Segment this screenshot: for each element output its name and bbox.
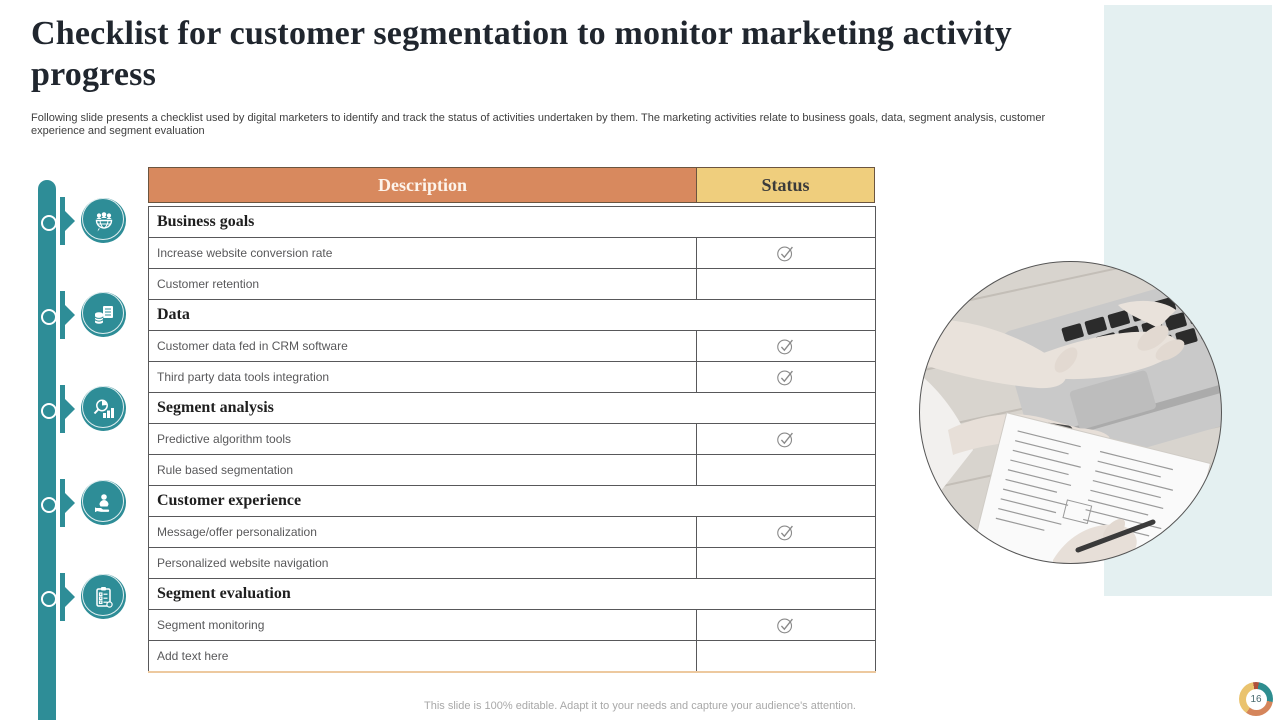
timeline-node-ring	[41, 497, 57, 513]
status-cell	[697, 238, 876, 269]
section-row	[149, 300, 876, 331]
section-title: Business goals	[149, 207, 876, 238]
pointer-arrow-icon	[60, 477, 76, 529]
section-row	[149, 579, 876, 610]
status-cell	[697, 548, 876, 579]
status-cell	[697, 455, 876, 486]
page-title: Checklist for customer segmentation to monitor marketing activity progress	[31, 15, 1012, 93]
status-cell	[697, 641, 876, 672]
status-cell	[697, 269, 876, 300]
timeline-node-ring	[41, 215, 57, 231]
item-row	[149, 641, 876, 672]
check-icon	[775, 242, 797, 264]
check-icon	[775, 366, 797, 388]
team-goal-icon	[81, 198, 126, 243]
section-title: Data	[149, 300, 876, 331]
slide-subtitle: Following slide presents a checklist used by digital marketers to identify and track the status of activities undertaken by them. The marketing activities relate to business goals, data, segment analysis, customer experience and segment evaluation	[31, 112, 1046, 138]
item-row	[149, 269, 876, 300]
item-row	[149, 362, 876, 393]
evaluation-icon	[81, 574, 126, 619]
page-number: 16	[1246, 689, 1267, 710]
status-cell	[697, 517, 876, 548]
item-row	[149, 548, 876, 579]
item-label: Customer retention	[149, 269, 697, 300]
item-row	[149, 610, 876, 641]
pointer-arrow-icon	[60, 289, 76, 341]
check-icon	[775, 614, 797, 636]
section-title: Segment analysis	[149, 393, 876, 424]
item-row	[149, 238, 876, 269]
item-label: Message/offer personalization	[149, 517, 697, 548]
item-row	[149, 517, 876, 548]
page-number-badge	[1239, 682, 1273, 716]
section-title: Customer experience	[149, 486, 876, 517]
column-header-status: Status	[696, 167, 875, 203]
footer-note: This slide is 100% editable. Adapt it to your needs and capture your audience's attention.	[424, 700, 856, 712]
timeline-node-ring	[41, 403, 57, 419]
item-row	[149, 424, 876, 455]
column-header-description: Description	[148, 167, 696, 203]
item-label: Add text here	[149, 641, 697, 672]
checklist-table	[148, 206, 876, 673]
timeline-bar	[38, 180, 56, 720]
section-row	[149, 393, 876, 424]
pointer-arrow-icon	[60, 195, 76, 247]
check-icon	[775, 521, 797, 543]
timeline-node-ring	[41, 591, 57, 607]
desk-photo	[918, 260, 1223, 565]
section-row	[149, 207, 876, 238]
check-icon	[775, 335, 797, 357]
pointer-arrow-icon	[60, 383, 76, 435]
table-header-row	[148, 167, 875, 203]
status-cell	[697, 610, 876, 641]
data-icon	[81, 292, 126, 337]
item-label: Increase website conversion rate	[149, 238, 697, 269]
item-label: Customer data fed in CRM software	[149, 331, 697, 362]
item-label: Third party data tools integration	[149, 362, 697, 393]
item-label: Rule based segmentation	[149, 455, 697, 486]
item-row	[149, 331, 876, 362]
status-cell	[697, 331, 876, 362]
item-label: Segment monitoring	[149, 610, 697, 641]
pointer-arrow-icon	[60, 571, 76, 623]
item-row	[149, 455, 876, 486]
check-icon	[775, 428, 797, 450]
item-label: Predictive algorithm tools	[149, 424, 697, 455]
status-cell	[697, 424, 876, 455]
section-row	[149, 486, 876, 517]
timeline-node-ring	[41, 309, 57, 325]
section-title: Segment evaluation	[149, 579, 876, 610]
item-label: Personalized website navigation	[149, 548, 697, 579]
status-cell	[697, 362, 876, 393]
analysis-icon	[81, 386, 126, 431]
customer-experience-icon	[81, 480, 126, 525]
